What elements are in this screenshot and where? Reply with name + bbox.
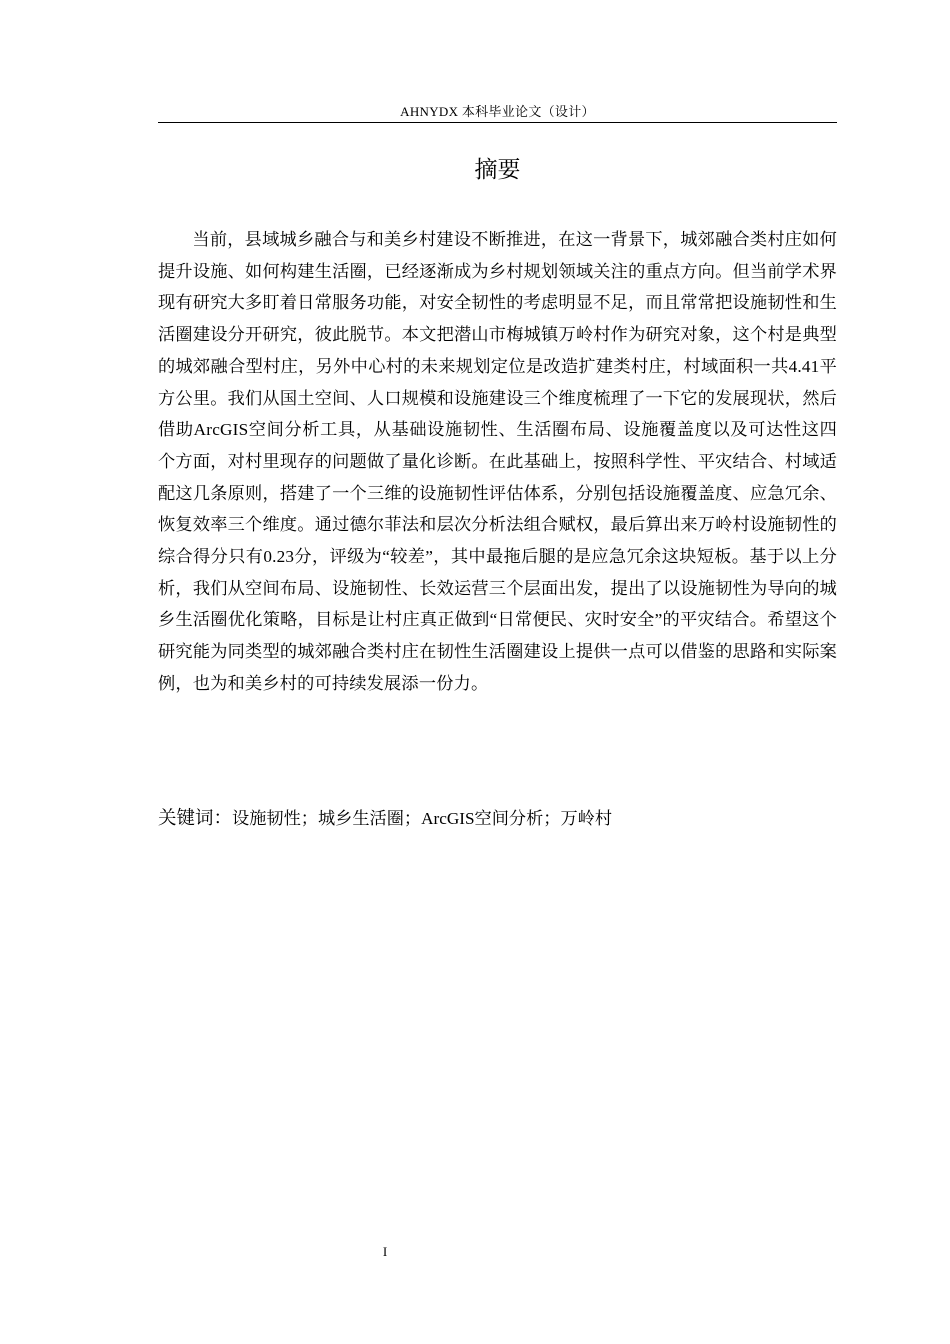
- abstract-title: 摘要: [474, 157, 521, 183]
- keywords-text: 设施韧性；城乡生活圈；ArcGIS空间分析；万岭村: [232, 809, 613, 828]
- keywords-line: [158, 803, 837, 835]
- keywords-label: 关键词：: [158, 808, 233, 829]
- page-number: I: [382, 1244, 388, 1259]
- abstract-body: 当前，县域城乡融合与和美乡村建设不断推进，在这一背景下，城郊融合类村庄如何提升设施、如何构建生活圈，已经逐渐成为乡村规划领域关注的重点方向。但当前学术界现有研究大多盯着日常服务功能，对安全韧性的考虑明显不足，而且常常把设施韧性和生活圈建设分开研究，彼此脱节。本文把潜山市梅城镇万岭村作为研究对象，这个村是典型的城郊融合型村庄，另外中心村的未来规划定位是改造扩建类村庄，村域面积一共4.41平方公里。我们从国土空间、人口规模和设施建设三个维度梳理了一下它的发展现状，然后借助ArcGIS空间分析工具，从基础设施韧性、生活圈布局、设施覆盖度以及可达性这四个方面，对村里现存的问题做了量化诊断。在此基础上，按照科学性、平灾结合、村域适配这几条原则，搭建了一个三维的设施韧性评估体系，分别包括设施覆盖度、应急冗余、恢复效率三个维度。通过德尔菲法和层次分析法组合赋权，最后算出来万岭村设施韧性的综合得分只有0.23分，评级为“较差”，其中最拖后腿的是应急冗余这块短板。基于以上分析，我们从空间布局、设施韧性、长效运营三个层面出发，提出了以设施韧性为导向的城乡生活圈优化策略，目标是让村庄真正做到“日常便民、灾时安全”的平灾结合。希望这个研究能为同类型的城郊融合类村庄在韧性生活圈建设上提供一点可以借鉴的思路和实际案例，也为和美乡村的可持续发展添一份力。: [158, 230, 837, 693]
- running-header: AHNYDX 本科毕业论文（设计）: [400, 104, 595, 119]
- header-rule: [158, 122, 837, 123]
